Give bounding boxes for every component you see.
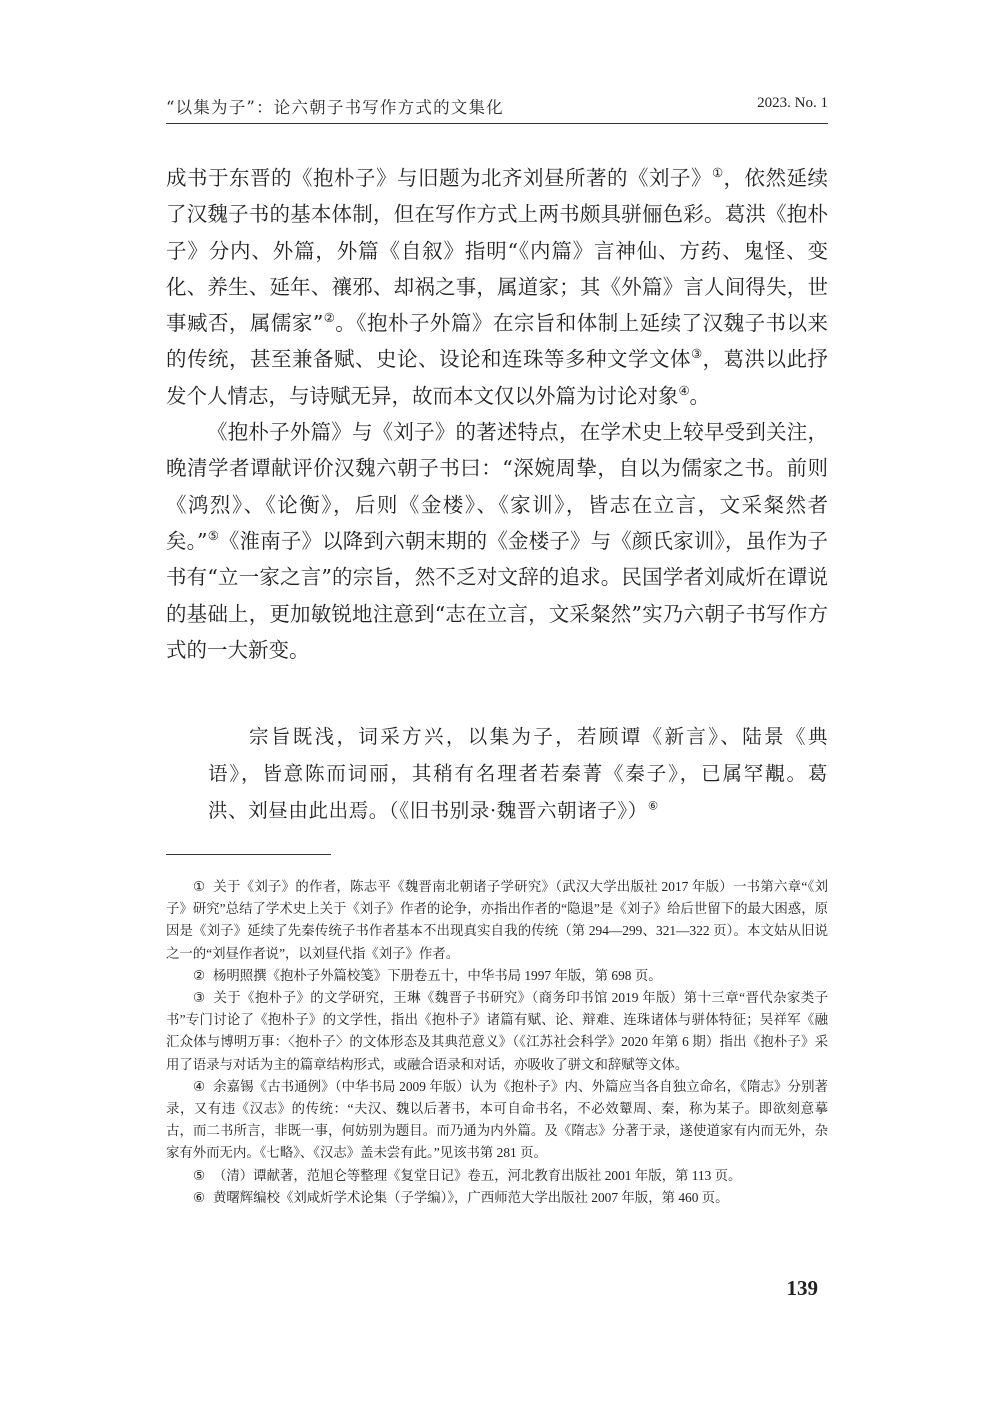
footnote-item	[166, 876, 828, 965]
footnotes	[166, 876, 828, 1209]
footnote-ref[interactable]: ①	[711, 166, 724, 181]
body-text-run: 。	[689, 383, 711, 408]
body-text-run: 《抱朴子外篇》与《刘子》的著述特点，在学术史上较早受到关注，晚清学者谭献评价汉魏六朝子书曰：“深婉周挚，自以为儒家之书。前则《鸿烈》、《论衡》，后则《金楼》、《家训》，皆志在立言，文采粲然者矣。”	[166, 420, 828, 553]
footnote-text: （清）谭献著，范旭仑等整理《复堂日记》卷五，河北教育出版社 2001 年版，第 113 页。	[213, 1167, 742, 1183]
footnote-item	[166, 1187, 828, 1209]
footnote-ref[interactable]: ⑥	[647, 798, 659, 813]
footnote-item	[166, 987, 828, 1076]
footnote-item	[166, 965, 828, 987]
footnote-item	[166, 1165, 828, 1187]
footnote-ref[interactable]: ④	[678, 383, 690, 398]
footnote-item	[166, 1076, 828, 1165]
footnote-ref[interactable]: ⑤	[207, 529, 219, 544]
body-paragraph	[166, 160, 828, 414]
footnote-text: 杨明照撰《抱朴子外篇校笺》下册卷五十，中华书局 1997 年版，第 698 页。	[213, 967, 662, 983]
body-text-run: ，葛洪以此抒发个人情志，与诗赋无异，故而本文仅以外篇为讨论对象	[166, 347, 829, 408]
footnote-text: 黄曙辉编校《刘咸炘学术论集（子学编）》，广西师范大学出版社 2007 年版，第 460 页。	[213, 1189, 729, 1205]
body-text-run: 成书于东晋的《抱朴子》与旧题为北齐刘昼所著的《刘子》	[166, 166, 712, 190]
body-text-run: ，依然延续了汉魏子书的基本体制，但在写作方式上两书颇具骈俪色彩。葛洪《抱朴子》分内、外篇，外篇《自叙》指明“《内篇》言神仙、方药、鬼怪、变化、养生、延年、禳邪、却祸之事，属道家；其《外篇》言人间得失，世事臧否，属儒家”	[166, 166, 829, 336]
running-header-title: “以集为子”：论六朝子书写作方式的文集化	[166, 98, 504, 117]
body-paragraph	[166, 414, 828, 668]
footnote-ref[interactable]: ②	[323, 311, 336, 326]
footnote-marker: ③	[193, 990, 206, 1006]
footnote-ref[interactable]: ③	[690, 347, 703, 362]
journal-issue: 2023. No. 1	[757, 95, 828, 111]
running-header	[166, 92, 828, 122]
footnote-text: 余嘉锡《古书通例》（中华书局 2009 年版）认为《抱朴子》内、外篇应当各自独立命名，《隋志》分别著录，又有违《汉志》的传统：“夫汉、魏以后著书，本可自命书名，不必效颦周、秦，称为某子。即欲刻意摹古，而二书所言，非既一事，何妨别为题目。而乃通为内外篇。及《隋志》分著于录，遂使道家有内而无外，杂家有外而无内。《七略》、《汉志》盖未尝有此。”见该书第 281 页。	[166, 1078, 828, 1161]
footnote-rule	[166, 854, 331, 855]
body-text-run: 《淮南子》以降到六朝末期的《金楼子》与《颜氏家训》，虽作为子书有“立一家之言”的宗旨，然不乏对文辞的追求。民国学者刘咸炘在谭说的基础上，更加敏锐地注意到“志在立言，文采粲然”实乃六朝子书写作方式的一大新变。	[166, 528, 829, 662]
footnote-marker: ④	[193, 1078, 206, 1094]
body-text-run: 。《抱朴子外篇》在宗旨和体制上延续了汉魏子书以来的传统，甚至兼备赋、史论、设论和连珠等多种文学文体	[166, 311, 828, 372]
body-text	[166, 160, 828, 668]
footnote-marker: ⑤	[193, 1167, 206, 1183]
block-quote-text: 宗旨既浅，词采方兴，以集为子，若顾谭《新言》、陆景《典语》，皆意陈而词丽，其稍有名理者若秦菁《秦子》，已属罕覯。葛洪、刘昼由此出焉。（《旧书别录·魏晋六朝诸子》）	[208, 725, 828, 822]
footnote-marker: ①	[193, 879, 206, 894]
header-rule	[166, 123, 828, 124]
footnote-text: 关于《抱朴子》的文学研究，王琳《魏晋子书研究》（商务印书馆 2019 年版）第十三章“晋代杂家类子书”专门讨论了《抱朴子》的文学性，指出《抱朴子》诸篇有赋、论、辩难、连珠诸体与骈体特征；吴祥军《融汇众体与博明万事：〈抱朴子〉的文体形态及其典范意义》（《江苏社会科学》2020 年第 6 期）指出《抱朴子》采用了语录与对话为主的篇章结构形式，或融合语录和对话，亦吸收了骈文和辞赋等文体。	[166, 990, 828, 1072]
block-quote	[208, 718, 828, 829]
footnote-text: 关于《刘子》的作者，陈志平《魏晋南北朝诸子学研究》（武汉大学出版社 2017 年版）一书第六章“《刘子》研究”总结了学术史上关于《刘子》作者的论争，亦指出作者的“隐退”是《刘子》给后世留下的最大困惑，原因是《刘子》延续了先秦传统子书作者基本不出现真实自我的传统（第 294—299、321—322 页）。本文姑从旧说之一的“刘昼作者说”，以刘昼代指《刘子》作者。	[166, 879, 828, 961]
footnote-marker: ②	[193, 967, 206, 983]
page-number: 139	[786, 1276, 818, 1300]
footnote-marker: ⑥	[193, 1189, 206, 1205]
